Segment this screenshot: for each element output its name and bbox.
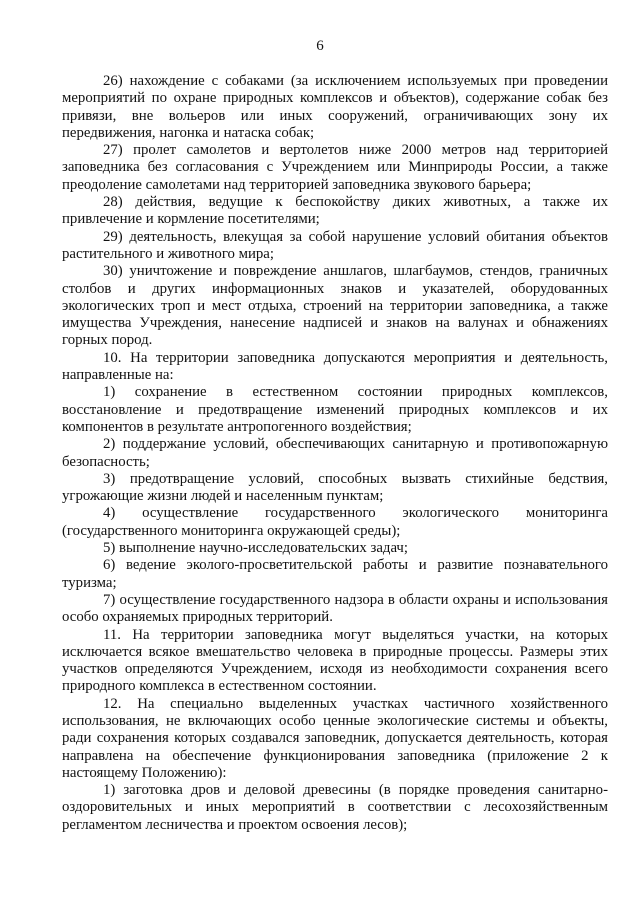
paragraph-section-12: 12. На специально выделенных участках частичного хозяйственного использования, не включающих особо ценные экологические системы и объекты, ради сохранения которых создавался заповедник, допускается деятельность, которая направлена на обеспечение функционирования заповедника (приложение 2 к настоящему Положению):: [62, 695, 608, 781]
paragraph-item-27: 27) пролет самолетов и вертолетов ниже 2000 метров над территорией заповедника без согласования с Учреждением или Минприроды России, а также преодоление самолетами над территорией заповедника звукового барьера;: [62, 142, 608, 193]
paragraph-item-29: 29) деятельность, влекущая за собой нарушение условий обитания объектов растительного и животного мира;: [62, 228, 608, 262]
paragraph-section-11: 11. На территории заповедника могут выделяться участки, на которых исключается всякое вмешательство человека в природные процессы. Размеры этих участков определяются Учреждением, исходя из необходимости сохранения всего природного комплекса в естественном состоянии.: [62, 626, 608, 695]
paragraph-item-30: 30) уничтожение и повреждение аншлагов, шлагбаумов, стендов, граничных столбов и других информационных знаков и указателей, оборудованных экологических троп и мест отдыха, строений на территории заповедника, а также имущества Учреждения, нанесение надписей и знаков на валунах и обнажениях горных пород.: [62, 263, 608, 349]
document-body: [62, 73, 608, 834]
page-number: 6: [316, 38, 324, 54]
paragraph-section-10-item-2: 2) поддержание условий, обеспечивающих санитарную и противопожарную безопасность;: [62, 436, 608, 470]
paragraph-section-10-item-5: 5) выполнение научно-исследовательских задач;: [103, 540, 408, 557]
paragraph-section-10-item-3: 3) предотвращение условий, способных вызвать стихийные бедствия, угрожающие жизни людей и населенным пунктам;: [62, 470, 608, 505]
paragraph-section-10-item-1: 1) сохранение в естественном состоянии природных комплексов, восстановление и предотвращение изменений природных комплексов и их компонентов в результате антропогенного воздействия;: [62, 384, 608, 435]
paragraph-section-12-item-1: 1) заготовка дров и деловой древесины (в порядке проведения санитарно-оздоровительных и иных мероприятий в соответствии с лесохозяйственным регламентом лесничества и проектом освоения лесов);: [62, 782, 608, 833]
paragraph-item-28: 28) действия, ведущие к беспокойству диких животных, а также их привлечение и кормление посетителями;: [62, 194, 608, 228]
paragraph-section-10-item-7: 7) осуществление государственного надзора в области охраны и использования особо охраняемых природных территорий.: [62, 591, 608, 626]
paragraph-section-10: 10. На территории заповедника допускаются мероприятия и деятельность, направленные на:: [62, 349, 608, 384]
paragraph-section-10-item-4: 4) осуществление государственного экологического мониторинга (государственного мониторинга окружающей среды);: [62, 505, 608, 539]
paragraph-item-26: 26) нахождение с собаками (за исключением используемых при проведении мероприятий по охране природных комплексов и объектов), содержание собак без привязи, вне вольеров или иных сооружений, ограничивающих зону их передвижения, нагонка и натаска собак;: [62, 73, 608, 141]
paragraph-section-10-item-6: 6) ведение эколого-просветительской работы и развитие познавательного туризма;: [62, 557, 608, 591]
